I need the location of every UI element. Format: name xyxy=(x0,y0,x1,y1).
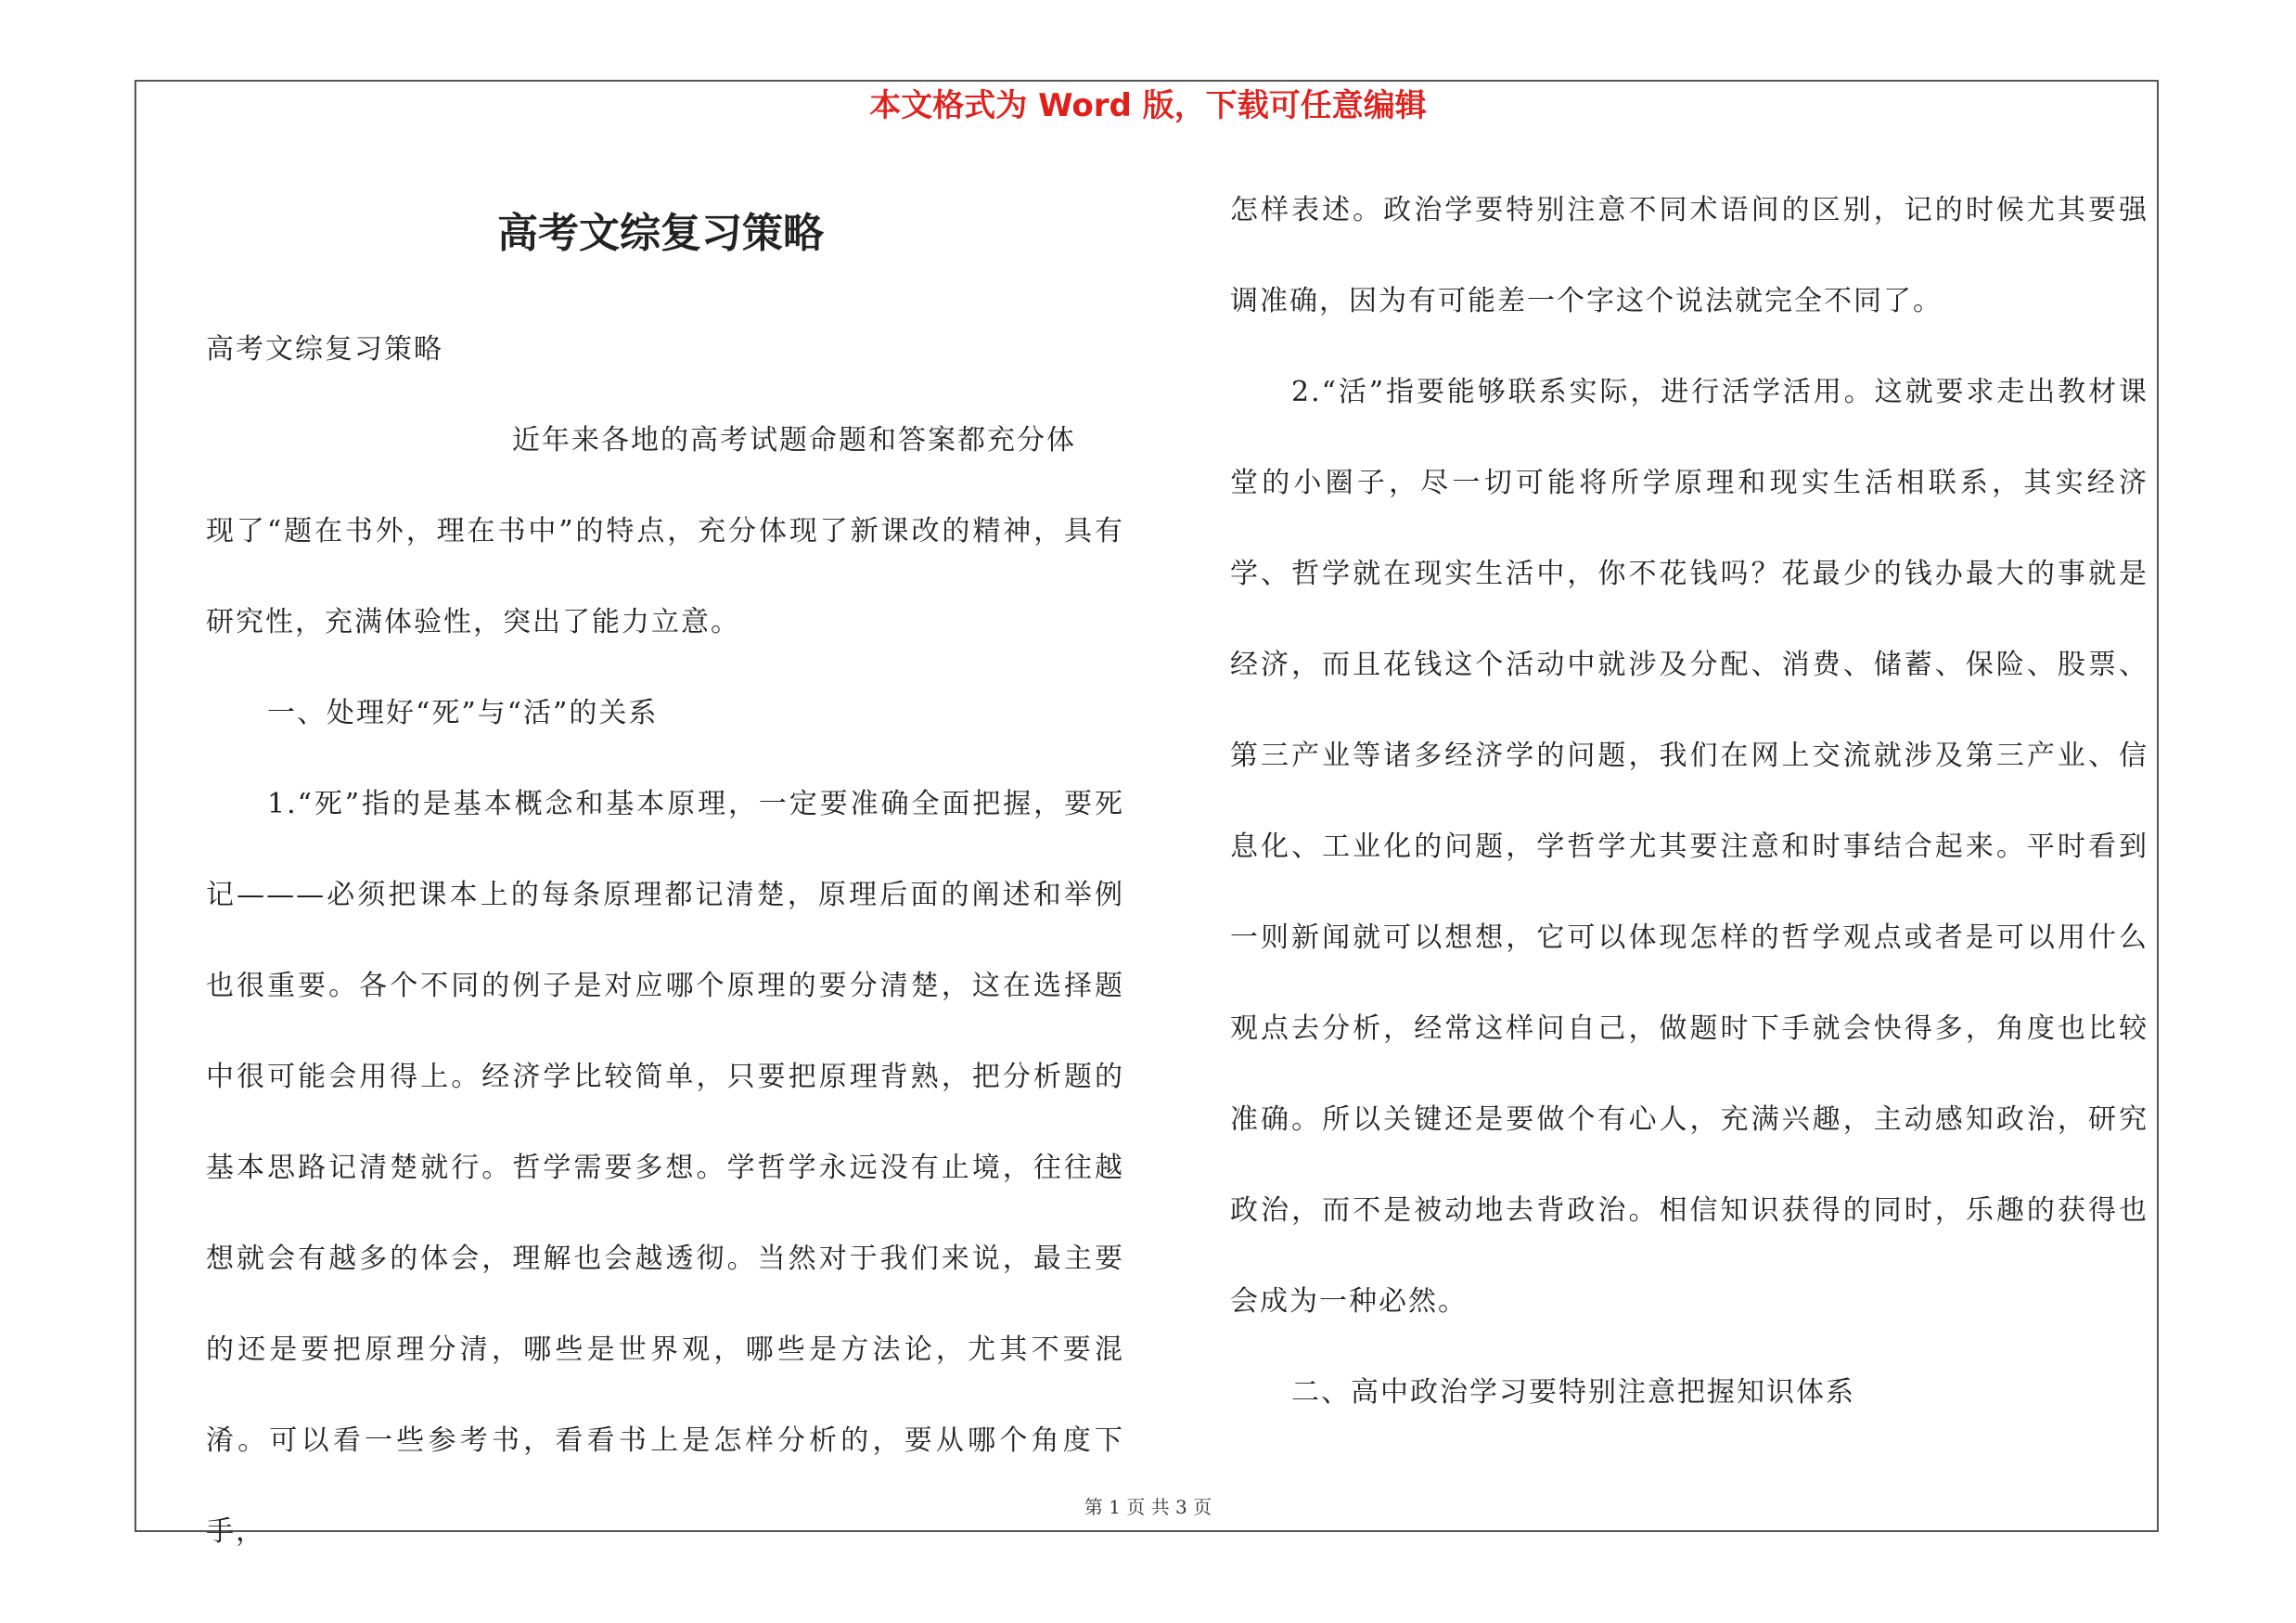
right-column xyxy=(1230,165,2148,1438)
paragraph-dead-knowledge: 1.“死”指的是基本概念和基本原理，一定要准确全面把握，要死记———必须把课本上的每条原理都记清楚，原理后面的阐述和举例也很重要。各个不同的例子是对应哪个原理的要分清楚，这在选择题中很可能会用得上。经济学比较简单，只要把原理背熟，把分析题的基本思路记清楚就行。哲学需要多想。学哲学永远没有止境，往往越想就会有越多的体会，理解也会越透彻。当然对于我们来说，最主要的还是要把原理分清，哪些是世界观，哪些是方法论，尤其不要混淆。可以看一些参考书，看看书上是怎样分析的，要从哪个角度下手， xyxy=(206,788,1124,1548)
document-title: 高考文综复习策略 xyxy=(497,210,824,257)
intro-paragraph: 现了“题在书外，理在书中”的特点，充分体现了新课改的精神，具有研究性，充满体验性，突出了能力立意。 xyxy=(206,515,1124,638)
page-number-footer: 第 1 页 共 3 页 xyxy=(1084,1496,1212,1518)
article-subtitle: 高考文综复习策略 xyxy=(206,333,443,366)
paragraph-live-knowledge: 2.“活”指要能够联系实际，进行活学活用。这就要求走出教材课堂的小圈子，尽一切可能将所学原理和现实生活相联系，其实经济学、哲学就在现实生活中，你不花钱吗？花最少的钱办最大的事就是经济，而且花钱这个活动中就涉及分配、消费、储蓄、保险、股票、第三产业等诸多经济学的问题，我们在网上交流就涉及第三产业、信息化、工业化的问题，学哲学尤其要注意和时事结合起来。平时看到一则新闻就可以想想，它可以体现怎样的哲学观点或者是可以用什么观点去分析，经常这样问自己，做题时下手就会快得多，角度也比较准确。所以关键还是要做个有心人，充满兴趣，主动感知政治，研究政治，而不是被动地去背政治。相信知识获得的同时，乐趣的获得也会成为一种必然。 xyxy=(1230,376,2148,1318)
paragraph-continuation: 怎样表述。政治学要特别注意不同术语间的区别，记的时候尤其要强调准确，因为有可能差一个字这个说法就完全不同了。 xyxy=(1230,194,2148,317)
format-notice-banner: 本文格式为 Word 版，下载可任意编辑 xyxy=(869,87,1427,124)
intro-paragraph-first-line: 近年来各地的高考试题命题和答案都充分体 xyxy=(512,424,1076,457)
section-heading-2: 二、高中政治学习要特别注意把握知识体系 xyxy=(1291,1376,1855,1409)
section-heading-1: 一、处理好“死”与“活”的关系 xyxy=(267,697,659,729)
left-column xyxy=(206,304,1124,1578)
